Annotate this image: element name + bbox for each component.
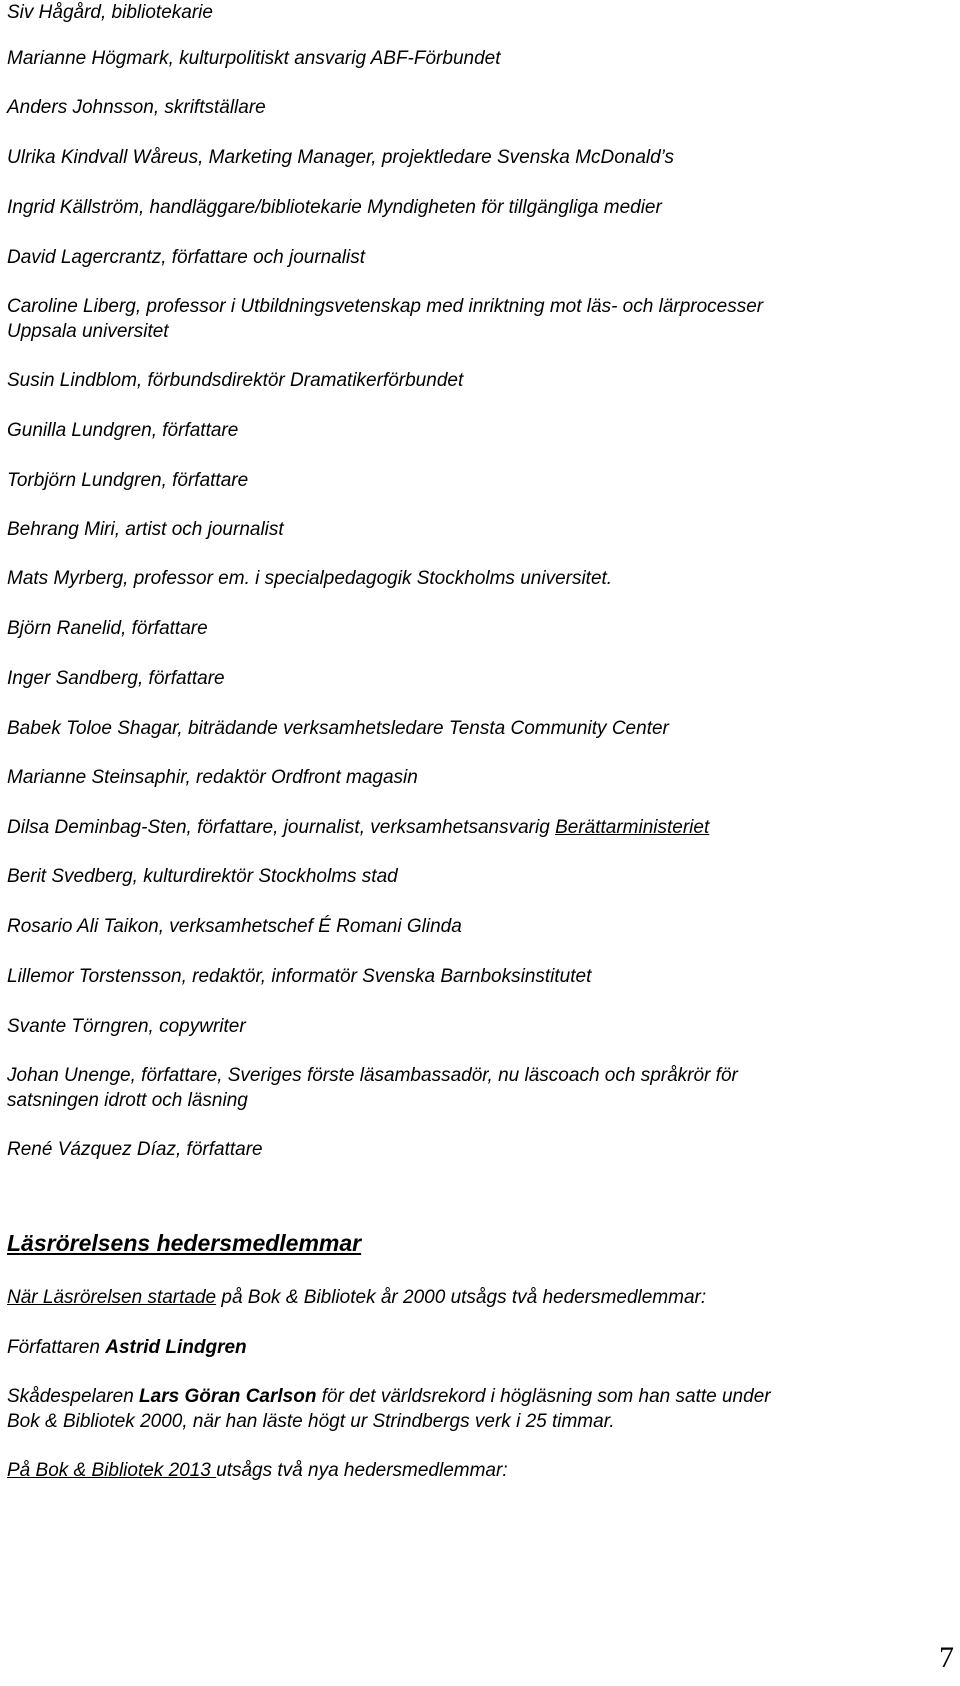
honorary-members-heading: Läsrörelsens hedersmedlemmar <box>7 1230 362 1256</box>
member-entry: Caroline Liberg, professor i Utbildningsvetenskap med inriktning mot läs- och lärprocesser <box>7 296 764 317</box>
member-entry-continuation: satsningen idrott och läsning <box>7 1090 248 1111</box>
honorary-intro-text: på Bok & Bibliotek år 2000 utsågs två hedersmedlemmar: <box>216 1287 707 1308</box>
member-entry-text: Dilsa Deminbag-Sten, författare, journalist, verksamhetsansvarig <box>7 817 556 838</box>
member-entry: Susin Lindblom, förbundsdirektör Dramatikerförbundet <box>7 370 464 391</box>
lasrorelsen-started-link[interactable]: När Läsrörelsen startade <box>7 1287 217 1308</box>
member-entry <box>7 815 709 841</box>
member-entry: Gunilla Lundgren, författare <box>7 420 239 441</box>
member-entry: Lillemor Torstensson, redaktör, informatör Svenska Barnboksinstitutet <box>7 966 592 987</box>
member-entry: Anders Johnsson, skriftställare <box>7 97 266 118</box>
honorary-member-name: Astrid Lindgren <box>105 1337 247 1358</box>
member-entry: Berit Svedberg, kulturdirektör Stockholms stad <box>7 866 398 887</box>
honorary-member-role: Författaren <box>7 1337 106 1358</box>
honorary-member-entry <box>7 1384 771 1410</box>
honorary-member-role: Skådespelaren <box>7 1386 140 1407</box>
member-entry: Marianne Högmark, kulturpolitiskt ansvarig ABF-Förbundet <box>7 48 501 69</box>
member-entry: Inger Sandberg, författare <box>7 668 225 689</box>
honorary-later-note <box>7 1458 508 1484</box>
member-entry: David Lagercrantz, författare och journalist <box>7 247 366 268</box>
page-number: 7 <box>939 1641 954 1674</box>
member-entry: Marianne Steinsaphir, redaktör Ordfront magasin <box>7 767 418 788</box>
member-entry: Babek Toloe Shagar, biträdande verksamhetsledare Tensta Community Center <box>7 718 669 739</box>
member-entry: Behrang Miri, artist och journalist <box>7 519 284 540</box>
member-entry: Mats Myrberg, professor em. i specialpedagogik Stockholms universitet. <box>7 568 613 589</box>
member-entry-continuation: Uppsala universitet <box>7 321 169 342</box>
honorary-member-name: Lars Göran Carlson <box>139 1386 317 1407</box>
honorary-member-text: för det världsrekord i högläsning som han satte under <box>316 1386 771 1407</box>
member-entry: René Vázquez Díaz, författare <box>7 1139 263 1160</box>
member-entry: Ulrika Kindvall Wåreus, Marketing Manager, projektledare Svenska McDonald’s <box>7 147 675 168</box>
member-entry: Svante Törngren, copywriter <box>7 1016 246 1037</box>
honorary-later-text: utsågs två nya hedersmedlemmar: <box>216 1460 508 1481</box>
bok-bibliotek-2013-link[interactable]: På Bok & Bibliotek 2013 <box>7 1460 217 1481</box>
berattarministeriet-link[interactable]: Berättarministeriet <box>555 817 710 838</box>
honorary-intro <box>7 1285 706 1311</box>
member-entry: Siv Hågård, bibliotekarie <box>7 2 213 23</box>
member-entry: Rosario Ali Taikon, verksamhetschef É Romani Glinda <box>7 916 462 937</box>
member-entry: Björn Ranelid, författare <box>7 618 208 639</box>
honorary-member-continuation: Bok & Bibliotek 2000, när han läste högt ur Strindbergs verk i 25 timmar. <box>7 1411 615 1432</box>
member-entry: Torbjörn Lundgren, författare <box>7 470 249 491</box>
member-entry: Johan Unenge, författare, Sveriges förste läsambassadör, nu läscoach och språkrör för <box>7 1065 738 1086</box>
member-entry: Ingrid Källström, handläggare/bibliotekarie Myndigheten för tillgängliga medier <box>7 197 662 218</box>
honorary-member-entry <box>7 1335 247 1361</box>
